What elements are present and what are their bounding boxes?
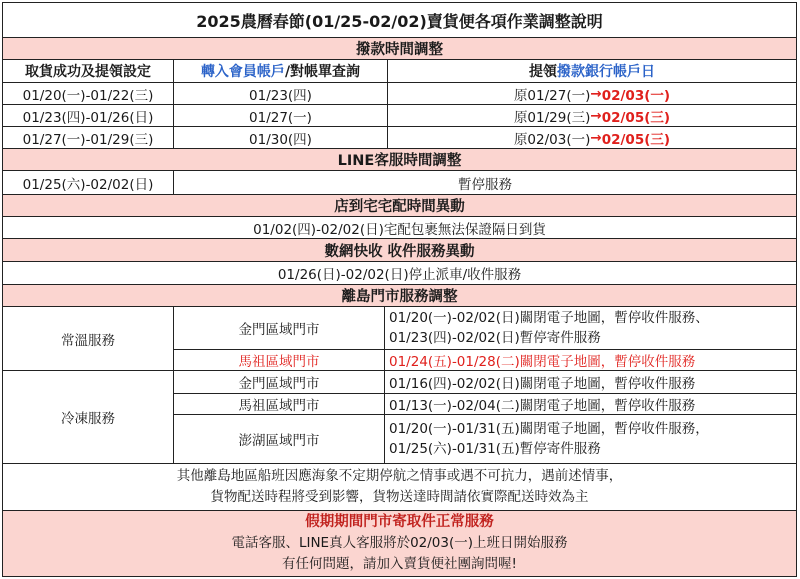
col-header-pickup: 取貨成功及提領設定 <box>25 64 151 80</box>
payment-withdraw-date <box>387 105 796 126</box>
col-header-transfer <box>173 60 387 82</box>
island-area: 馬祖區域門市 <box>238 353 320 370</box>
islands-heading: 離島門市服務調整 <box>341 289 458 305</box>
island-area: 金門區域門市 <box>238 375 320 392</box>
payment-transfer-date: 01/27(一) <box>173 105 387 126</box>
payment-new-date: 02/03(一) <box>601 87 671 104</box>
payment-withdraw-date <box>387 127 796 148</box>
home-delivery-heading: 店到宅宅配時間異動 <box>334 199 465 215</box>
island-schedule <box>385 414 798 464</box>
payment-column-headers <box>2 60 797 83</box>
islands-grid <box>2 307 797 464</box>
line-status: 暫停服務 <box>173 171 796 194</box>
line-heading: LINE客服時間調整 <box>337 153 462 169</box>
island-schedule-line: 01/23(四)-02/02(日)暫停寄件服務 <box>389 330 601 346</box>
footer-heading: 假期期間門市寄取件正常服務 <box>305 514 494 530</box>
island-area: 馬祖區域門市 <box>238 397 320 414</box>
payment-arrow: → <box>590 85 602 102</box>
title-row <box>2 2 797 38</box>
payment-row <box>2 127 797 149</box>
col-header-transfer-blue: 轉入會員帳戶 <box>200 64 285 80</box>
normal-service-label: 常溫服務 <box>61 332 115 349</box>
islands-note <box>3 464 796 510</box>
islands-note-row <box>2 464 797 511</box>
footer-section <box>2 511 797 577</box>
footer-line: 電話客服、LINE真人客服將於02/03(一)上班日開始服務 <box>231 535 568 551</box>
footer-content <box>3 511 796 576</box>
islands-note-line: 其他離島地區船班因應海象不定期停航之情事或遇不可抗力，遇前述情事， <box>176 468 623 484</box>
payment-withdraw-date <box>387 83 796 104</box>
payment-transfer-date: 01/23(四) <box>173 83 387 104</box>
express-text: 01/26(日)-02/02(日)停止派車/收件服務 <box>277 267 522 283</box>
island-schedule <box>385 307 798 349</box>
payment-new-date: 02/05(三) <box>601 109 671 126</box>
home-delivery-row <box>2 217 797 239</box>
express-heading: 數網快收 收件服務異動 <box>324 243 475 260</box>
footer-line: 有任何問題，請加入賣貨便社團詢問喔! <box>282 556 517 572</box>
payment-row <box>2 105 797 127</box>
payment-row <box>2 83 797 105</box>
island-schedule: 01/13(一)-02/04(二)關閉電子地圖，暫停收件服務 <box>389 397 696 414</box>
payment-section-header <box>2 38 797 60</box>
home-delivery-text: 01/02(四)-02/02(日)宅配包裹無法保證隔日到貨 <box>253 221 546 238</box>
payment-orig-date: 原01/29(三) <box>513 109 591 126</box>
islands-note-line: 貨物配送時程將受到影響，貨物送達時間請依實際配送時效為主 <box>210 489 589 505</box>
home-delivery-section-header <box>2 195 797 217</box>
express-row <box>2 262 797 285</box>
island-area: 澎湖區域門市 <box>238 433 320 449</box>
islands-section-header <box>2 285 797 307</box>
island-schedule-line: 01/20(一)-02/02(日)關閉電子地圖，暫停收件服務、 <box>389 310 709 326</box>
frozen-service-label: 冷凍服務 <box>61 411 115 427</box>
line-range: 01/25(六)-02/02(日) <box>22 176 154 193</box>
payment-arrow: → <box>590 107 602 124</box>
line-row <box>2 171 797 195</box>
payment-arrow: → <box>590 129 602 146</box>
col-header-withdraw-blue: 撥款銀行帳戶日 <box>557 64 655 80</box>
island-area: 金門區域門市 <box>238 322 320 338</box>
island-schedule: 01/24(五)-01/28(二)關閉電子地圖，暫停收件服務 <box>389 353 696 370</box>
payment-range: 01/20(一)-01/22(三) <box>22 87 154 104</box>
payment-range: 01/23(四)-01/26(日) <box>22 109 154 126</box>
payment-heading: 撥款時間調整 <box>356 42 443 58</box>
payment-orig-date: 原02/03(一) <box>513 131 591 148</box>
express-section-header <box>2 239 797 262</box>
island-schedule-line: 01/25(六)-01/31(五)暫停寄件服務 <box>389 441 601 457</box>
col-header-transfer-rest: /對帳單查詢 <box>284 64 361 80</box>
line-section-header <box>2 149 797 171</box>
payment-orig-date: 原01/27(一) <box>513 87 591 104</box>
island-schedule-line: 01/20(一)-01/31(五)關閉電子地圖，暫停收件服務， <box>389 421 709 437</box>
payment-transfer-date: 01/30(四) <box>173 127 387 148</box>
payment-new-date: 02/05(三) <box>601 131 671 148</box>
page-title: 2025農曆春節(01/25-02/02)賣貨便各項作業調整說明 <box>196 11 603 31</box>
island-schedule: 01/16(四)-02/02(日)關閉電子地圖，暫停收件服務 <box>389 375 696 392</box>
payment-range: 01/27(一)-01/29(三) <box>22 131 154 148</box>
col-header-withdraw <box>387 60 796 82</box>
col-header-withdraw-a: 提領 <box>529 64 557 80</box>
